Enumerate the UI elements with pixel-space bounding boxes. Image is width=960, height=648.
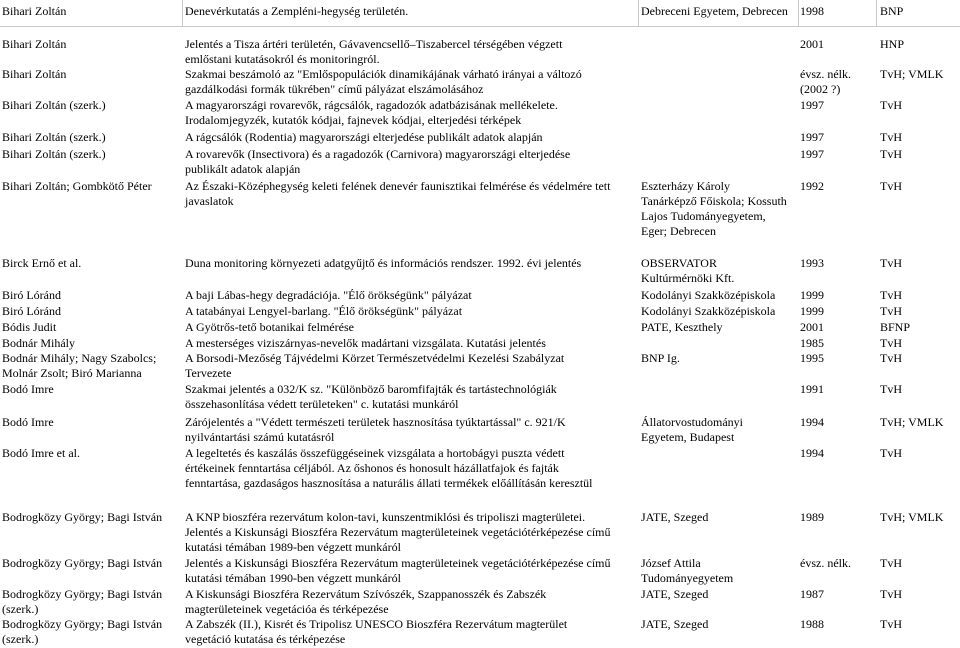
code-cell: TvH	[880, 288, 902, 302]
institution-cell: Kodolányi Szakközépiskola	[641, 304, 776, 318]
column-divider	[876, 0, 877, 26]
code-cell: TvH	[880, 556, 902, 570]
author-cell: Bodnár Mihály; Nagy Szabolcs;	[2, 351, 157, 365]
institution-cell: JATE, Szeged	[641, 587, 709, 601]
author-cell: Biró Lóránd	[2, 288, 61, 302]
author-cell: Bodrogközy György; Bagi István	[2, 556, 163, 570]
author-cell: Molnár Zsolt; Biró Marianna	[2, 366, 142, 380]
author-cell: Bodrogközy György; Bagi István	[2, 587, 163, 601]
column-divider	[798, 0, 799, 26]
institution-cell: Tanárképző Főiskola; Kossuth	[641, 194, 787, 208]
title-cell: A rágcsálók (Rodentia) magyarországi elterjedése publikált adatok alapján	[185, 130, 543, 144]
year-cell: évsz. nélk.	[800, 67, 851, 81]
year-cell: 1993	[800, 256, 824, 270]
year-cell: 1999	[800, 288, 824, 302]
institution-cell: Debreceni Egyetem, Debrecen	[641, 4, 788, 18]
title-cell: A magyarországi rovarevők, rágcsálók, ragadozók adatbázisának mellékelete.	[185, 98, 558, 112]
institution-cell: Tudományegyetem	[641, 571, 734, 585]
institution-cell: Lajos Tudományegyetem,	[641, 209, 766, 223]
author-cell: Bodó Imre	[2, 382, 54, 396]
title-cell: összehasonlítása védett területeken" c. kutatási munkáról	[185, 397, 459, 411]
title-cell: Jelentés a Kiskunsági Bioszféra Rezervátum magterületeinek vegetációtérképezése című	[185, 525, 611, 539]
institution-cell: JATE, Szeged	[641, 510, 709, 524]
year-cell: 1994	[800, 446, 824, 460]
title-cell: A baji Lábas-hegy degradációja. "Élő örökségünk" pályázat	[185, 288, 472, 302]
institution-cell: Kodolányi Szakközépiskola	[641, 288, 776, 302]
author-cell: Bihari Zoltán	[2, 4, 67, 18]
code-cell: TvH; VMLK	[880, 67, 944, 81]
title-cell: A Borsodi-Mezőség Tájvédelmi Körzet Természetvédelmi Kezelési Szabályzat	[185, 351, 565, 365]
code-cell: TvH	[880, 98, 902, 112]
author-cell: (szerk.)	[2, 632, 39, 646]
title-cell: A tatabányai Lengyel-barlang. "Élő örökségünk" pályázat	[185, 304, 463, 318]
author-cell: Bodrogközy György; Bagi István	[2, 617, 163, 631]
title-cell: A Zabszék (II.), Kisrét és Tripolisz UNESCO Bioszféra Rezervátum magterület	[185, 617, 568, 631]
title-cell: Duna monitoring környezeti adatgyűjtő és információs rendszer. 1992. évi jelentés	[185, 256, 582, 270]
code-cell: TvH	[880, 382, 902, 396]
year-cell: 1985	[800, 336, 824, 350]
code-cell: TvH	[880, 256, 902, 270]
author-cell: Bihari Zoltán (szerk.)	[2, 147, 106, 161]
code-cell: HNP	[880, 37, 905, 51]
institution-cell: Egyetem, Budapest	[641, 430, 735, 444]
year-cell: évsz. nélk.	[800, 556, 851, 570]
title-cell: A rovarevők (Insectivora) és a ragadozók (Carnivora) magyarországi elterjedése	[185, 147, 571, 161]
title-cell: Szakmai jelentés a 032/K sz. "Különböző baromfifajták és tartástechnológiák	[185, 382, 557, 396]
institution-cell: OBSERVATOR	[641, 256, 717, 270]
code-cell: BNP	[880, 4, 904, 18]
year-cell: 1991	[800, 382, 824, 396]
year-cell: 2001	[800, 320, 824, 334]
author-cell: Bodó Imre et al.	[2, 446, 80, 460]
title-cell: kutatási témában 1989-ben végzett munkáról	[185, 540, 401, 554]
title-cell: nyilvántartási számú kutatásról	[185, 430, 335, 444]
author-cell: Bihari Zoltán	[2, 67, 67, 81]
year-cell: 1992	[800, 179, 824, 193]
year-cell: 1987	[800, 587, 824, 601]
code-cell: TvH	[880, 304, 902, 318]
year-cell: 1995	[800, 351, 824, 365]
title-cell: Denevérkutatás a Zempléni-hegység területén.	[185, 4, 409, 18]
title-cell: értékeinek fenntartása céljából. Az őshonos és honosult házállatfajok és fajták	[185, 461, 559, 475]
title-cell: Szakmai beszámoló az "Emlőspopulációk dinamikájának várható irányai a változó	[185, 67, 582, 81]
author-cell: Bihari Zoltán; Gombkötő Péter	[2, 179, 152, 193]
author-cell: Bodnár Mihály	[2, 336, 75, 350]
title-cell: Irodalomjegyzék, kutatók kódjai, fajnevek kódjai, elterjedési térképek	[185, 113, 522, 127]
year-cell: 1997	[800, 130, 824, 144]
institution-cell: PATE, Keszthely	[641, 320, 723, 334]
institution-cell: József Attila	[641, 556, 701, 570]
code-cell: TvH	[880, 147, 902, 161]
title-cell: A Gyötrős-tető botanikai felmérése	[185, 320, 354, 334]
code-cell: TvH	[880, 446, 902, 460]
author-cell: Bihari Zoltán (szerk.)	[2, 98, 106, 112]
code-cell: TvH	[880, 351, 902, 365]
title-cell: kutatási témában 1990-ben végzett munkáról	[185, 571, 401, 585]
institution-cell: Eger; Debrecen	[641, 224, 716, 238]
year-cell: 1997	[800, 147, 824, 161]
title-cell: emlőstani kutatásokról és monitoringról.	[185, 52, 380, 66]
year-cell: 1994	[800, 415, 824, 429]
year-cell: 1988	[800, 617, 824, 631]
code-cell: BFNP	[880, 320, 911, 334]
column-divider	[638, 0, 639, 26]
institution-cell: Eszterházy Károly	[641, 179, 730, 193]
year-cell: 1998	[800, 4, 824, 18]
title-cell: Tervezete	[185, 366, 232, 380]
title-cell: Az Északi-Középhegység keleti felének denevér faunisztikai felmérése és védelmére tett	[185, 179, 611, 193]
title-cell: magterületeinek vegetációa és térképezése	[185, 602, 389, 616]
institution-cell: Állatorvostudományi	[641, 415, 743, 429]
year-cell: 2001	[800, 37, 824, 51]
year-cell: 1989	[800, 510, 824, 524]
year-cell: 1999	[800, 304, 824, 318]
header-row-border	[0, 26, 960, 27]
title-cell: A legeltetés és kaszálás összefüggéseinek vizsgálata a hortobágyi puszta védett	[185, 446, 565, 460]
code-cell: TvH; VMLK	[880, 510, 944, 524]
column-divider	[182, 0, 183, 26]
author-cell: Bihari Zoltán	[2, 37, 67, 51]
title-cell: Jelentés a Tisza ártéri területén, Gávavencsellő–Tiszabercel térségében végzett	[185, 37, 563, 51]
author-cell: (szerk.)	[2, 602, 39, 616]
institution-cell: Kultúrmérnöki Kft.	[641, 271, 735, 285]
author-cell: Biró Lóránd	[2, 304, 61, 318]
code-cell: TvH	[880, 179, 902, 193]
code-cell: TvH	[880, 587, 902, 601]
author-cell: Bodó Imre	[2, 415, 54, 429]
year-cell: (2002 ?)	[800, 82, 841, 96]
code-cell: TvH	[880, 617, 902, 631]
author-cell: Birck Ernő et al.	[2, 256, 82, 270]
title-cell: Jelentés a Kiskunsági Bioszféra Rezervátum magterületeinek vegetációtérképezése című	[185, 556, 611, 570]
title-cell: javaslatok	[185, 194, 234, 208]
title-cell: publikált adatok alapján	[185, 162, 301, 176]
author-cell: Bihari Zoltán (szerk.)	[2, 130, 106, 144]
code-cell: TvH	[880, 130, 902, 144]
institution-cell: BNP Ig.	[641, 351, 680, 365]
title-cell: Zárójelentés a "Védett természeti területek hasznosítása tyúktartással" c. 921/K	[185, 415, 566, 429]
code-cell: TvH; VMLK	[880, 415, 944, 429]
author-cell: Bodrogközy György; Bagi István	[2, 510, 163, 524]
author-cell: Bódis Judit	[2, 320, 57, 334]
title-cell: A Kiskunsági Bioszféra Rezervátum Szívószék, Szappanosszék és Zabszék	[185, 587, 547, 601]
code-cell: TvH	[880, 336, 902, 350]
title-cell: vegetáció kutatása és térképezése	[185, 632, 346, 646]
title-cell: A mesterséges viziszárnyas-nevelők madártani vizsgálata. Kutatási jelentés	[185, 336, 546, 350]
institution-cell: JATE, Szeged	[641, 617, 709, 631]
title-cell: A KNP bioszféra rezervátum kolon-tavi, kunszentmiklósi és tripoliszi magterületei.	[185, 510, 586, 524]
year-cell: 1997	[800, 98, 824, 112]
title-cell: gazdálkodási formák tükrében" című pályázat elszámolásához	[185, 82, 484, 96]
title-cell: fenntartása, gazdaságos hasznosítása a naturális állati termékek előállításán keresztül	[185, 476, 593, 490]
